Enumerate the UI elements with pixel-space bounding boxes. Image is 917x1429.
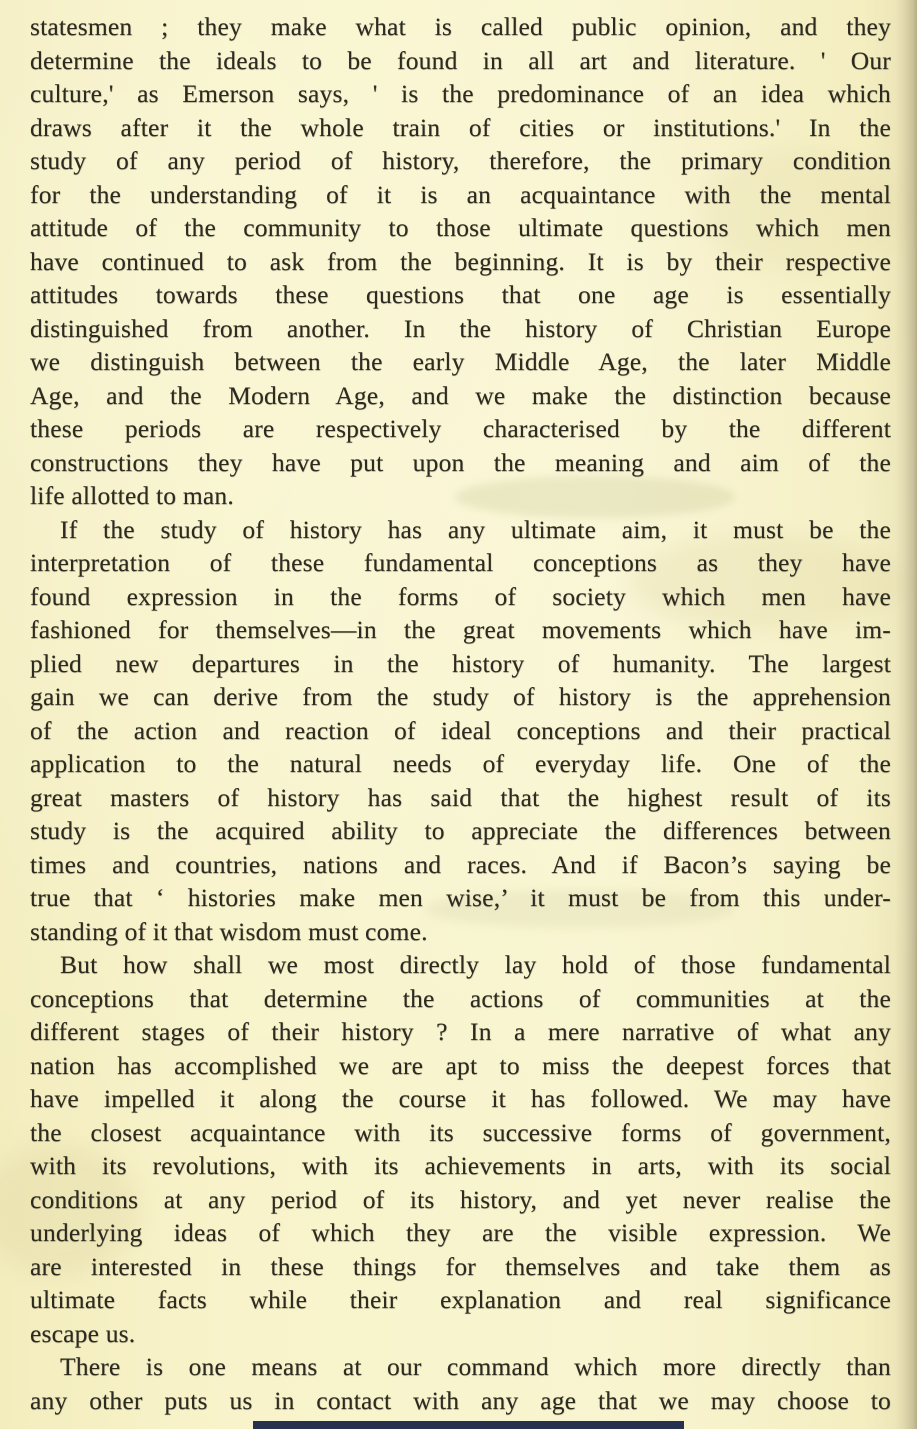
text-line: different stages of their history ? In a mere narrative of what any <box>30 1017 891 1046</box>
text-line: for the understanding of it is an acquaintance with the mental <box>30 179 891 209</box>
text-line: If the study of history has any ultimate aim, it must be the <box>60 514 891 544</box>
text-line: are interested in these things for themselves and take them as <box>30 1251 891 1281</box>
text-line: conceptions that determine the actions of communities at the <box>30 983 891 1013</box>
text-line: conditions at any period of its history, and yet never realise the <box>30 1184 891 1214</box>
text-line: of the action and reaction of ideal conceptions and their practical <box>30 715 891 745</box>
text-line: life allotted to man. <box>30 481 234 510</box>
text-line: any other puts us in contact with any age that we may choose to <box>30 1385 891 1415</box>
paragraph <box>30 948 891 1350</box>
text-line: nation has accomplished we are apt to miss the deepest forces that <box>30 1050 891 1080</box>
text-line: have continued to ask from the beginning. It is by their respective <box>30 246 891 276</box>
text-line: ultimate facts while their explanation and real significance <box>30 1285 891 1314</box>
text-line: statesmen ; they make what is called public opinion, and they <box>30 12 891 41</box>
text-line: fashioned for themselves—in the great movements which have im- <box>30 615 891 644</box>
text-line: constructions they have put upon the meaning and aim of the <box>30 447 891 477</box>
text-line: study is the acquired ability to appreciate the differences between <box>30 816 891 845</box>
text-line: found expression in the forms of society which men have <box>30 581 891 611</box>
page-text <box>30 10 891 1417</box>
text-line: escape us. <box>30 1318 136 1348</box>
text-line: true that ‘ histories make men wise,’ it must be from this under- <box>30 883 891 912</box>
bottom-scan-bar <box>253 1421 684 1429</box>
text-line: application to the natural needs of everyday life. One of the <box>30 749 891 778</box>
text-line: study of any period of history, therefore, the primary condition <box>30 146 891 175</box>
text-line: the closest acquaintance with its successive forms of government, <box>30 1117 891 1147</box>
text-line: attitudes towards these questions that one age is essentially <box>30 280 891 309</box>
text-line: gain we can derive from the study of history is the apprehension <box>30 682 891 711</box>
text-line: distinguished from another. In the history of Christian Europe <box>30 313 891 343</box>
text-line: we distinguish between the early Middle Age, the later Middle <box>30 347 891 376</box>
text-line: have impelled it along the course it has followed. We may have <box>30 1084 891 1113</box>
text-line: plied new departures in the history of humanity. The largest <box>30 648 891 678</box>
paragraph <box>30 1350 891 1417</box>
text-line: determine the ideals to be found in all art and literature. ' Our <box>30 45 891 75</box>
text-line: There is one means at our command which more directly than <box>60 1352 891 1381</box>
text-line: great masters of history has said that the highest result of its <box>30 782 891 812</box>
text-line: standing of it that wisdom must come. <box>30 916 428 946</box>
text-line: attitude of the community to those ultimate questions which men <box>30 213 891 242</box>
text-line: culture,' as Emerson says, ' is the predominance of an idea which <box>30 79 891 108</box>
text-line: Age, and the Modern Age, and we make the distinction because <box>30 380 891 410</box>
text-line: with its revolutions, with its achievements in arts, with its social <box>30 1151 891 1180</box>
text-line: times and countries, nations and races. And if Bacon’s saying be <box>30 849 891 879</box>
text-line: underlying ideas of which they are the visible expression. We <box>30 1218 891 1247</box>
paragraph <box>30 10 891 513</box>
text-line: But how shall we most directly lay hold of those fundamental <box>60 950 891 979</box>
page-edge-shadow <box>895 0 917 1429</box>
text-line: these periods are respectively characterised by the different <box>30 414 891 443</box>
text-line: draws after it the whole train of cities or institutions.' In the <box>30 112 891 142</box>
text-line: interpretation of these fundamental conceptions as they have <box>30 548 891 577</box>
paragraph <box>30 513 891 949</box>
